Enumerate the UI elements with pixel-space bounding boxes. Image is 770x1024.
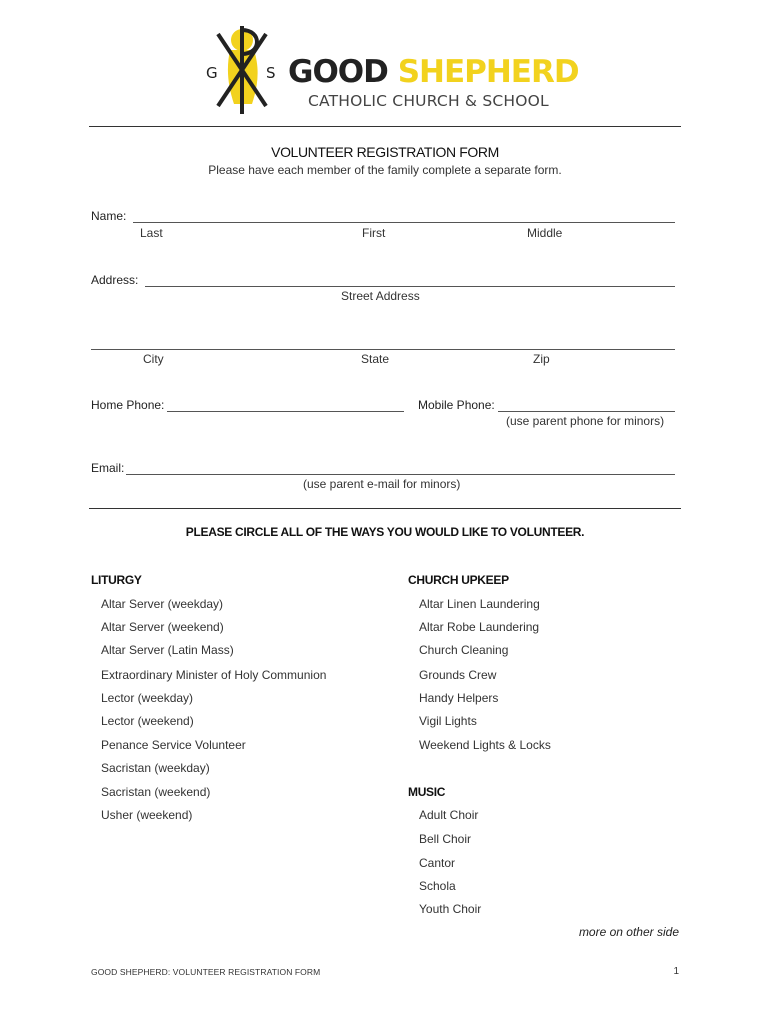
brand-shepherd: SHEPHERD	[397, 54, 579, 90]
liturgy-item[interactable]: Sacristan (weekday)	[101, 761, 210, 775]
liturgy-item[interactable]: Usher (weekend)	[101, 808, 193, 822]
liturgy-item[interactable]: Altar Server (weekend)	[101, 620, 224, 634]
form-subtitle: Please have each member of the family complete a separate form.	[208, 163, 562, 177]
brand-name	[288, 54, 579, 90]
chi-rho-emblem-icon	[204, 24, 288, 116]
brand-subtitle: CATHOLIC CHURCH & SCHOOL	[308, 92, 549, 110]
music-item[interactable]: Adult Choir	[419, 808, 479, 822]
liturgy-item[interactable]: Sacristan (weekend)	[101, 785, 211, 799]
home-phone-input-line[interactable]	[167, 411, 404, 412]
mid-divider	[89, 508, 681, 509]
city-state-zip-input-line[interactable]	[91, 349, 675, 350]
email-caption: (use parent e-mail for minors)	[303, 477, 461, 491]
street-input-line[interactable]	[145, 286, 675, 287]
music-heading: MUSIC	[408, 785, 446, 799]
logo-letter-g: G	[206, 64, 218, 82]
upkeep-item[interactable]: Church Cleaning	[419, 643, 509, 657]
music-item[interactable]: Schola	[419, 879, 456, 893]
upkeep-item[interactable]: Altar Linen Laundering	[419, 597, 540, 611]
street-caption: Street Address	[341, 289, 420, 303]
address-label: Address:	[91, 273, 139, 287]
form-title: VOLUNTEER REGISTRATION FORM	[271, 144, 499, 160]
upkeep-item[interactable]: Grounds Crew	[419, 668, 497, 682]
liturgy-item[interactable]: Altar Server (Latin Mass)	[101, 643, 234, 657]
name-input-line[interactable]	[133, 222, 675, 223]
liturgy-item[interactable]: Lector (weekend)	[101, 714, 194, 728]
page-number: 1	[673, 966, 679, 977]
email-input-line[interactable]	[126, 474, 675, 475]
city-caption: City	[143, 352, 164, 366]
state-caption: State	[361, 352, 390, 366]
name-caption-last: Last	[140, 226, 163, 240]
home-phone-label: Home Phone:	[91, 398, 165, 412]
church-logo	[204, 24, 579, 116]
upkeep-item[interactable]: Weekend Lights & Locks	[419, 738, 551, 752]
upkeep-heading: CHURCH UPKEEP	[408, 573, 509, 587]
liturgy-item[interactable]: Lector (weekday)	[101, 691, 194, 705]
mobile-phone-caption: (use parent phone for minors)	[506, 414, 665, 428]
upkeep-item[interactable]: Altar Robe Laundering	[419, 620, 540, 634]
top-divider	[89, 126, 681, 127]
liturgy-item[interactable]: Altar Server (weekday)	[101, 597, 224, 611]
brand-good: GOOD	[288, 54, 388, 90]
name-caption-middle: Middle	[527, 226, 563, 240]
liturgy-item[interactable]: Penance Service Volunteer	[101, 738, 246, 752]
name-caption-first: First	[362, 226, 386, 240]
upkeep-item[interactable]: Vigil Lights	[419, 714, 477, 728]
music-item[interactable]: Youth Choir	[419, 902, 482, 916]
upkeep-item[interactable]: Handy Helpers	[419, 691, 499, 705]
liturgy-item[interactable]: Extraordinary Minister of Holy Communion	[101, 668, 327, 682]
footer-title: GOOD SHEPHERD: VOLUNTEER REGISTRATION FORM	[91, 967, 321, 977]
zip-caption: Zip	[533, 352, 550, 366]
liturgy-heading: LITURGY	[91, 573, 142, 587]
logo-letter-s: S	[266, 64, 276, 82]
more-on-other-side-note: more on other side	[578, 925, 679, 939]
music-item[interactable]: Cantor	[419, 856, 456, 870]
email-label: Email:	[91, 461, 125, 475]
name-label: Name:	[91, 209, 127, 223]
circle-instruction: PLEASE CIRCLE ALL OF THE WAYS YOU WOULD LIKE TO VOLUNTEER.	[185, 525, 585, 539]
mobile-phone-label: Mobile Phone:	[418, 398, 495, 412]
mobile-phone-input-line[interactable]	[498, 411, 675, 412]
music-item[interactable]: Bell Choir	[419, 832, 472, 846]
